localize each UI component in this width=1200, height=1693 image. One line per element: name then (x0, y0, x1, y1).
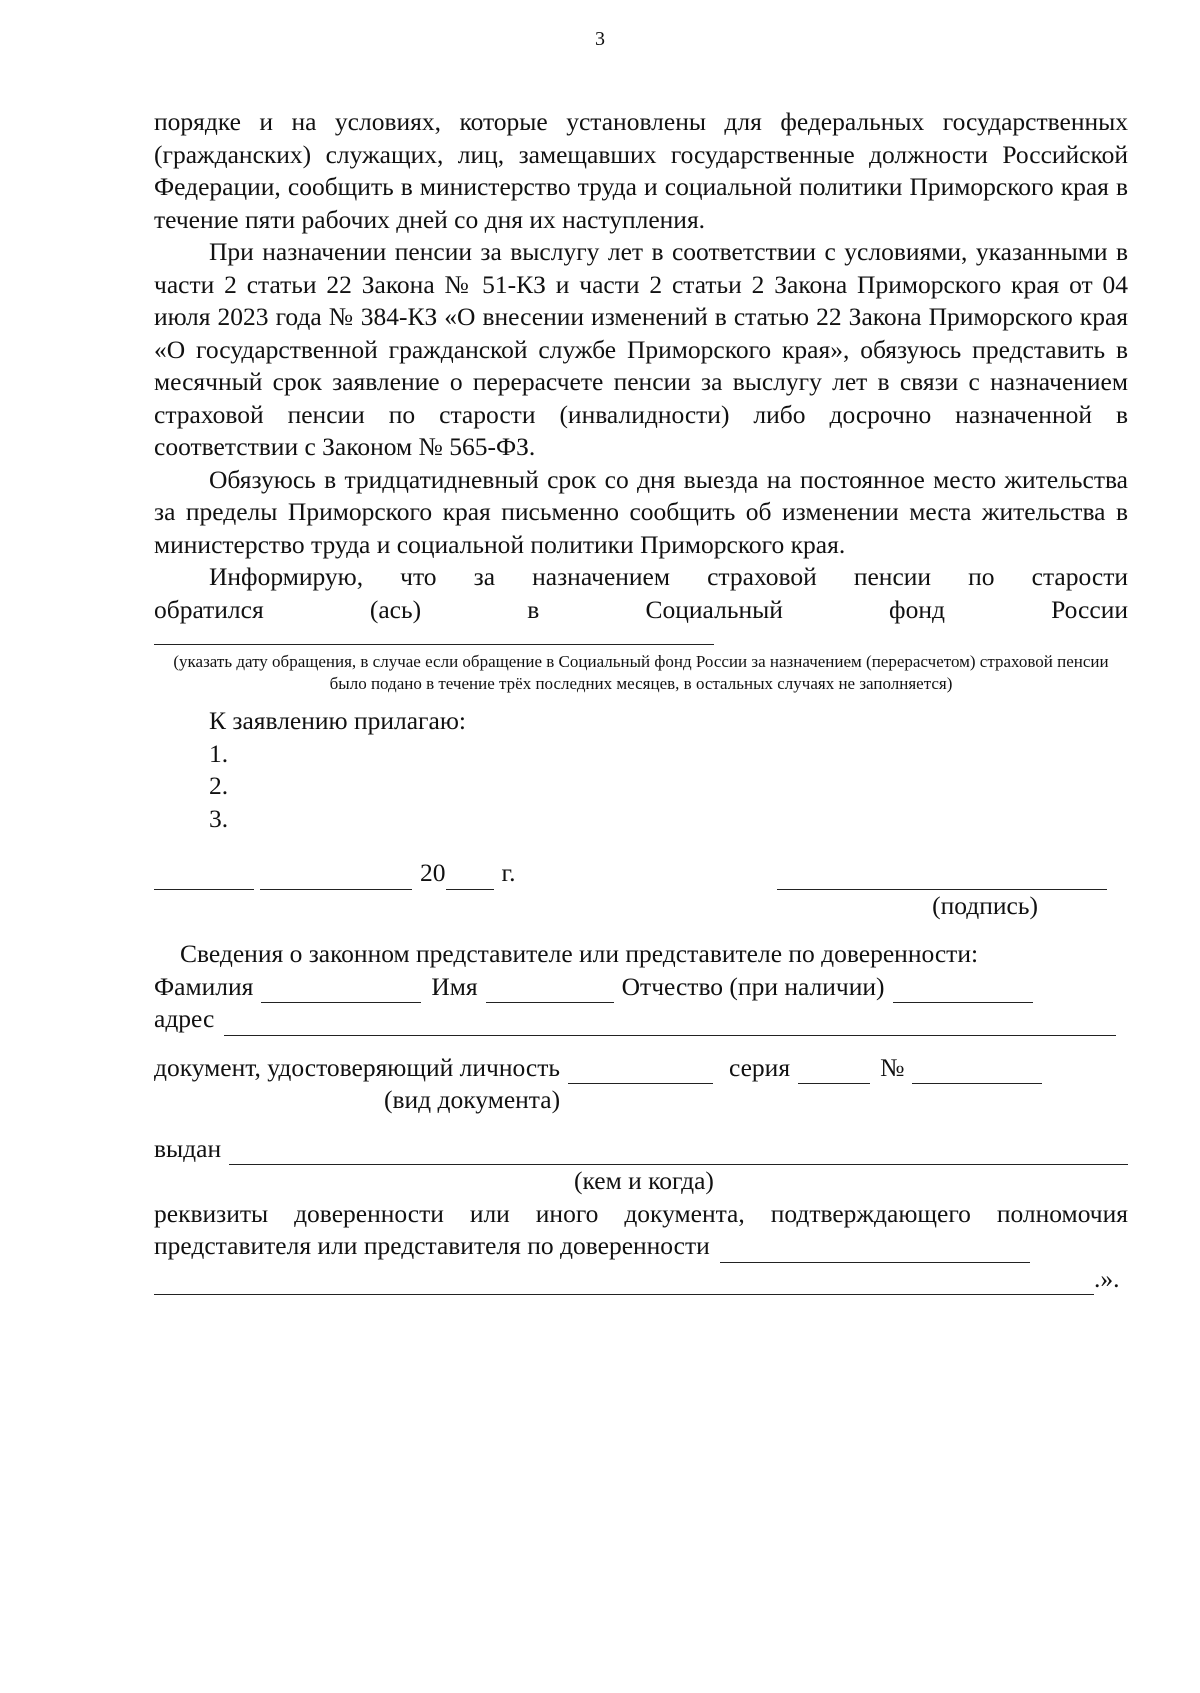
issued-caption: (кем и когда) (574, 1166, 714, 1195)
signature-field[interactable] (777, 863, 1107, 890)
patronymic-label: Отчество (при наличии) (621, 971, 885, 1001)
year-field[interactable] (446, 863, 494, 890)
application-date-field[interactable] (154, 644, 714, 645)
attachment-item[interactable]: 2. (209, 771, 229, 800)
id-document-type-field[interactable] (568, 1057, 713, 1084)
series-label: серия (728, 1052, 791, 1082)
id-document-label: документ, удостоверяющий личность (154, 1052, 560, 1082)
surname-label: Фамилия (154, 971, 254, 1001)
closing-mark: .». (1094, 1263, 1120, 1293)
power-of-attorney-field[interactable] (720, 1236, 1030, 1263)
page-number: 3 (595, 28, 605, 50)
number-label: № (880, 1052, 905, 1082)
address-label: адрес (154, 1004, 215, 1033)
representative-name-row (154, 971, 1128, 1004)
representative-heading: Сведения о законном представителе или представителе по доверенности: (180, 939, 979, 968)
issued-label: выдан (154, 1133, 222, 1163)
power-of-attorney-line2: представителя или представителя по доверенности (154, 1231, 710, 1260)
patronymic-field[interactable] (893, 976, 1033, 1003)
attachment-item[interactable]: 1. (209, 738, 229, 768)
signature-caption: (подпись) (932, 890, 1038, 920)
address-row (154, 1003, 1128, 1036)
document-body (154, 106, 1128, 1295)
power-of-attorney-row (154, 1230, 1128, 1263)
id-document-row (154, 1052, 1128, 1085)
paragraph-conditions: порядке и на условиях, которые установлены для федеральных государственных (гражданских) служащих, лиц, замещавших государственные должности Российской Федерации, сообщить в министерство труда и социальной политики Приморского края в течение пяти рабочих дней со дня их наступления. (154, 107, 1128, 234)
year-suffix: г. (501, 858, 516, 887)
doc-type-caption: (вид документа) (384, 1085, 561, 1114)
address-field[interactable] (224, 1009, 1116, 1036)
name-label: Имя (431, 971, 478, 1001)
attachments-list (154, 738, 1128, 836)
day-field[interactable] (154, 863, 254, 890)
paragraph-inform-line1: Информирую, что за назначением страховой пенсии по старости (209, 562, 1128, 591)
power-of-attorney-line1: реквизиты доверенности или иного документа, подтверждающего полномочия (154, 1198, 1128, 1228)
year-prefix: 20 (420, 858, 446, 887)
power-of-attorney-field-continued[interactable] (154, 1268, 1094, 1295)
attachment-item[interactable]: 3. (209, 803, 229, 833)
series-field[interactable] (798, 1057, 870, 1084)
surname-field[interactable] (261, 976, 421, 1003)
paragraph-pension-recalculation: При назначении пенсии за выслугу лет в соответствии с условиями, указанными в части 2 статьи 22 Закона № 51-КЗ и части 2 статьи 2 Закона Приморского края от 04 июля 2023 года № 384-КЗ «О внесении изменений в статью 22 Закона Приморского края «О государственной гражданской службе Приморского края», обязуюсь представить в месячный срок заявление о перерасчете пенсии за выслугу лет в связи с назначением страховой пенсии по старости (инвалидности) либо досрочно назначенной в соответствии с Законом № 565-ФЗ. (154, 237, 1128, 461)
attachments-heading: К заявлению прилагаю: (209, 706, 466, 735)
application-date-note: (указать дату обращения, в случае если обращение в Социальный фонд России за назначением (перерасчетом) страховой пенсии было подано в течение трёх последних месяцев, в остальных случаях не заполняется) (173, 652, 1109, 693)
month-field[interactable] (260, 863, 412, 890)
number-field[interactable] (912, 1057, 1042, 1084)
issued-field[interactable] (229, 1138, 1128, 1165)
issued-row (154, 1133, 1128, 1166)
closing-row (154, 1263, 1128, 1296)
paragraph-inform-line2: обратился (ась) в Социальный фонд России (154, 594, 1128, 624)
name-field[interactable] (486, 976, 614, 1003)
paragraph-residence-change: Обязуюсь в тридцатидневный срок со дня выезда на постоянное место жительства за пределы Приморского края письменно сообщить об изменении места жительства в министерство труда и социальной политики Приморского края. (154, 464, 1128, 559)
date-signature-row (154, 857, 1128, 890)
